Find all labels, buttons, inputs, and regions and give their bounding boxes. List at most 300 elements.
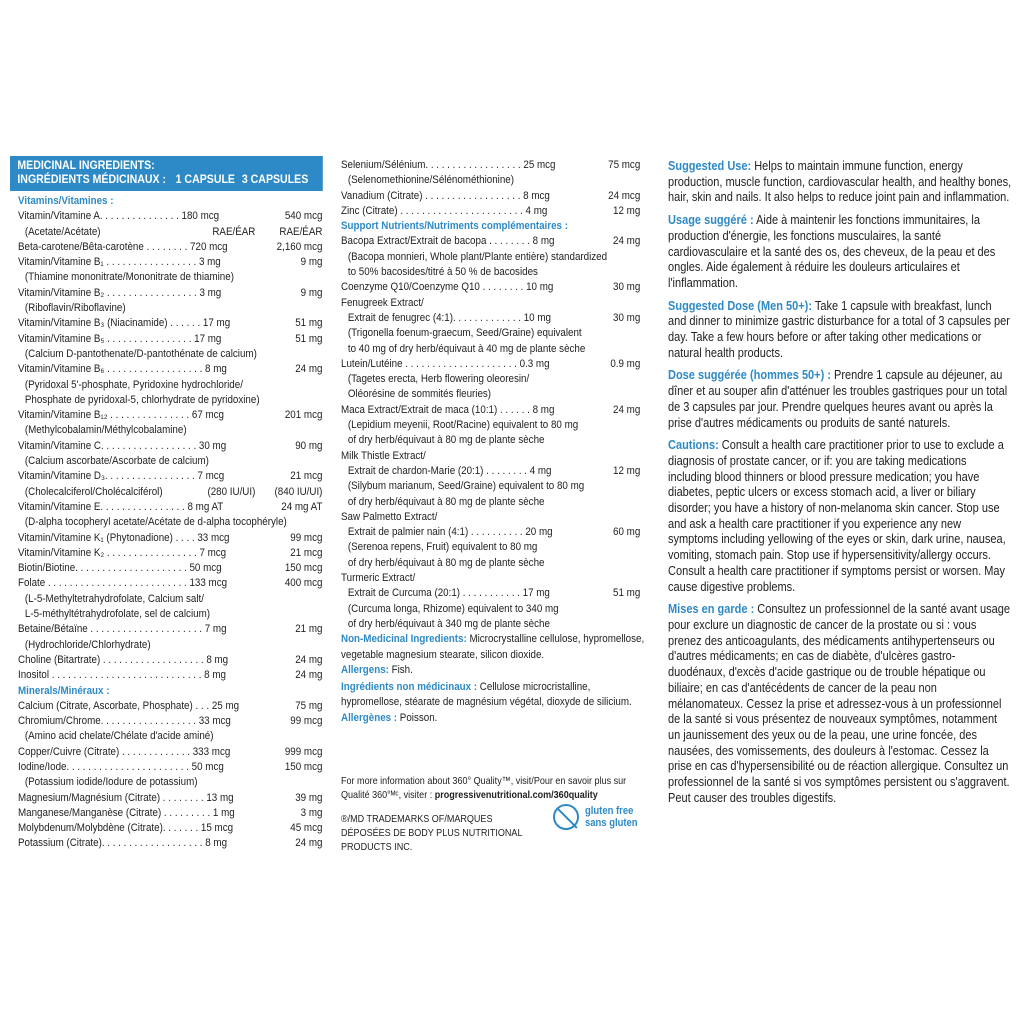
ingredient-row: [341, 372, 640, 387]
ingredient-unit: [226, 439, 273, 454]
ingredient-row: [18, 607, 322, 622]
ingredient-row: [341, 250, 640, 265]
ingredient-unit: [544, 433, 591, 448]
more-info: [341, 774, 651, 802]
ingredient-name: Vitamin/Vitamine B₃ (Niacinamide) . . . . . . 17 mg: [18, 317, 231, 330]
ingredient-row: [341, 525, 640, 540]
ingredient-unit: [554, 234, 596, 249]
ingredient-amount-3-capsules: [255, 638, 322, 653]
ingredient-name: (Serenoa repens, Fruit) equivalent to 80 mg: [347, 541, 538, 554]
ingredient-amount-3-capsules: [591, 556, 640, 571]
ingredient-unit: [513, 296, 575, 311]
ingredient-name: Lutein/Lutéine . . . . . . . . . . . . . . . . . . . . . 0.3 mg: [341, 357, 550, 370]
ingredient-unit: [544, 556, 591, 571]
ingredient-name: of dry herb/équivaut à 80 mg de plante sèche: [347, 495, 545, 508]
more-info-text: For more information about 360° Quality™, visit/Pour en savoir plus sur Qualité 360°ᴹᶜ, visiter :: [341, 774, 627, 801]
ingredient-name: Vitamin/Vitamine K₂ . . . . . . . . . . . . . . . . . 7 mcg: [18, 546, 227, 559]
ingredient-name: Calcium (Citrate, Ascorbate, Phosphate) . . . 25 mg: [18, 699, 240, 712]
ingredient-amount-3-capsules: 60 mg: [613, 526, 641, 539]
ingredient-name: Vitamin/Vitamine B₁ . . . . . . . . . . . . . . . . . 3 mg: [18, 256, 221, 269]
ingredient-unit: [538, 265, 588, 280]
ingredient-amount-3-capsules: RAE/ÉAR: [279, 225, 323, 238]
ingredient-row: [18, 836, 322, 851]
ingredient-name: Bacopa Extract/Extrait de bacopa . . . . . . . . 8 mg: [341, 235, 555, 248]
ingredient-amount-3-capsules: [289, 347, 323, 362]
ingredient-unit: [214, 729, 267, 744]
ingredient-row: [18, 393, 322, 408]
header-col1: 1 CAPSULE: [175, 174, 235, 186]
ingredient-unit: [550, 357, 594, 372]
ingredient-unit: [544, 495, 591, 510]
ingredient-name: of dry herb/équivaut à 340 mg de plante sèche: [347, 617, 550, 630]
ingredient-name: of dry herb/équivaut à 80 mg de plante sèche: [347, 556, 545, 569]
ingredient-unit: [224, 408, 272, 423]
ingredient-name: Beta-carotene/Bêta-carotène . . . . . . . . 720 mcg: [18, 240, 228, 253]
ingredient-row: [341, 540, 640, 555]
ingredient-amount-3-capsules: 30 mg: [613, 311, 641, 324]
ingredient-amount-3-capsules: 39 mg: [295, 791, 323, 804]
ingredient-amount-3-capsules: 21 mcg: [290, 470, 323, 483]
ingredient-unit: [547, 204, 592, 219]
ingredient-unit: [227, 622, 274, 637]
ingredient-amount-3-capsules: [258, 775, 322, 790]
ingredient-row: [341, 158, 640, 173]
allergens-fr: [341, 711, 645, 726]
ingredient-row: [341, 265, 640, 280]
ingredient-row: [341, 602, 640, 617]
ingredient-amount-3-capsules: 75 mcg: [608, 159, 641, 171]
ingredient-row: [18, 791, 322, 806]
ingredient-row: [341, 464, 640, 479]
ingredient-amount-3-capsules: [612, 342, 640, 357]
ingredient-row: [18, 592, 322, 607]
ingredient-name: (Methylcobalamin/Méthylcobalamine): [24, 424, 187, 437]
ingredient-amount-3-capsules: 24 mg: [295, 669, 323, 682]
ingredient-row: [341, 556, 640, 571]
ingredient-unit: [192, 301, 256, 316]
non-medicinal-label: Non-Medicinal Ingredients:: [341, 633, 467, 646]
non-medicinal-ingredients-fr: [341, 680, 645, 711]
ingredient-row: [18, 729, 322, 744]
ingredient-row: [18, 668, 322, 683]
ingredient-row: [18, 255, 322, 270]
direction-label: Mises en garde :: [668, 601, 755, 617]
ingredient-amount-3-capsules: [591, 495, 640, 510]
ingredient-amount-3-capsules: [594, 617, 640, 632]
ingredient-unit: [260, 393, 291, 408]
ingredient-amount-3-capsules: [611, 479, 640, 494]
ingredient-row: [341, 173, 640, 188]
ingredient-row: [18, 270, 322, 285]
ingredient-unit: [231, 714, 276, 729]
ingredient-name: (L-5-Methyltetrahydrofolate, Calcium salt/: [24, 592, 205, 605]
ingredient-amount-3-capsules: 90 mg: [295, 439, 323, 452]
ingredient-unit: [204, 592, 262, 607]
ingredient-name: (Curcuma longa, Rhizome) equivalent to 340 mg: [347, 602, 559, 615]
ingredient-row: [18, 485, 322, 500]
ingredient-row: [341, 234, 640, 249]
ingredient-amount-3-capsules: 24 mg: [613, 403, 641, 416]
ingredient-name: Copper/Cuivre (Citrate) . . . . . . . . . . . . . 333 mcg: [18, 745, 231, 758]
ingredient-amount-3-capsules: 51 mg: [295, 317, 323, 330]
ingredient-unit: [227, 362, 274, 377]
more-info-url[interactable]: progressivenutritional.com/360quality: [434, 788, 598, 801]
ingredient-unit: [221, 332, 270, 347]
ingredient-amount-3-capsules: [591, 433, 640, 448]
ingredient-name: (Trigonella foenum-graecum, Seed/Graine) equivalent: [347, 327, 582, 340]
ingredient-unit: [513, 510, 575, 525]
header-line2: [17, 173, 315, 187]
ingredient-amount-3-capsules: (840 IU/UI): [274, 485, 323, 498]
gluten-free-icon: [553, 804, 579, 830]
ingredient-name: (Pyridoxal 5'-phosphate, Pyridoxine hydrochloride/: [24, 378, 243, 391]
ingredient-amount-3-capsules: 12 mg: [613, 204, 641, 217]
ingredient-unit: [550, 189, 594, 204]
allergens: [341, 663, 645, 678]
ingredient-unit: [239, 699, 280, 714]
direction-paragraph: [668, 212, 1012, 291]
allergens-text-fr: Poisson.: [397, 711, 438, 724]
header-label: INGRÉDIENTS MÉDICINAUX :: [17, 174, 167, 186]
ingredient-unit: [192, 638, 256, 653]
direction-paragraph: [668, 158, 1012, 205]
ingredient-amount-3-capsules: 150 mcg: [284, 760, 323, 773]
ingredient-unit: [582, 326, 611, 341]
ingredient-name: Extrait de Curcuma (20:1) . . . . . . . . . . . 17 mg: [347, 587, 550, 600]
ingredient-amount-3-capsules: [583, 372, 640, 387]
ingredient-unit: [553, 280, 595, 295]
ingredient-name: (Bacopa monnieri, Whole plant/Plante entière) standardized: [347, 250, 608, 263]
ingredient-name: Vitamin/Vitamine C. . . . . . . . . . . . . . . . . . 30 mg: [18, 439, 227, 452]
ingredient-name: Betaine/Bétaïne . . . . . . . . . . . . . . . . . . . . . 7 mg: [18, 623, 227, 636]
ingredient-name: (D-alpha tocopheryl acetate/Acétate de d-alpha tocophéryle): [24, 516, 287, 529]
ingredient-amount-3-capsules: [587, 540, 640, 555]
ingredient-name: Inositol . . . . . . . . . . . . . . . . . . . . . . . . . . . . 8 mg: [18, 669, 226, 682]
ingredient-amount-3-capsules: 99 mcg: [290, 715, 323, 728]
ingredient-unit: [537, 540, 587, 555]
ingredient-unit: [556, 158, 597, 173]
ingredient-row: [18, 714, 322, 729]
ingredient-name: Manganese/Manganèse (Citrate) . . . . . . . . . 1 mg: [18, 806, 235, 819]
ingredient-amount-3-capsules: 3 mg: [300, 806, 323, 819]
ingredient-row: [341, 189, 640, 204]
direction-text: Take 1 capsule with breakfast, lunch and dinner to minimize gastric disturbance for a total of 3 capsules per day. Take a few hours before or after taking other medications or natural health products.: [668, 297, 1010, 360]
section-heading: Vitamins/Vitamines :: [18, 195, 114, 207]
gluten-free-en: gluten free: [585, 805, 634, 817]
ingredient-amount-3-capsules: [575, 449, 640, 464]
ingredient-name: Magnesium/Magnésium (Citrate) . . . . . . . . 13 mg: [18, 791, 234, 804]
direction-label: Suggested Dose (Men 50+):: [668, 297, 813, 313]
ingredient-name: Vitamin/Vitamine E. . . . . . . . . . . . . . . . 8 mg AT: [18, 500, 224, 513]
ingredient-row: [18, 576, 322, 591]
ingredient-row: [341, 495, 640, 510]
ingredient-row: [341, 357, 640, 372]
ingredient-amount-3-capsules: [277, 270, 322, 285]
ingredient-row: [341, 586, 640, 601]
ingredient-amount-3-capsules: 2,160 mcg: [276, 240, 323, 253]
ingredient-row: [18, 454, 322, 469]
ingredient-unit: [221, 255, 271, 270]
ingredient-name: Extrait de fenugrec (4:1). . . . . . . . . . . . . 10 mg: [347, 311, 551, 324]
ingredient-amount-3-capsules: 45 mcg: [290, 822, 323, 835]
ingredient-name: to 40 mg of dry herb/équivaut à 40 mg de plante sèche: [347, 342, 586, 355]
ingredient-row: [18, 531, 322, 546]
ingredient-row: [341, 617, 640, 632]
direction-paragraph: [668, 367, 1012, 430]
ingredient-row: [341, 433, 640, 448]
ingredient-row: [341, 449, 640, 464]
non-medicinal-label-fr: Ingrédients non médicinaux :: [341, 681, 478, 694]
ingredient-row: [18, 423, 322, 438]
ingredient-amount-3-capsules: 21 mcg: [290, 546, 323, 559]
ingredient-unit: [233, 821, 277, 836]
ingredient-unit: [234, 270, 277, 285]
ingredient-row: [18, 561, 322, 576]
ingredient-unit: [228, 240, 274, 255]
ingredient-unit: [226, 546, 273, 561]
ingredient-name: (Selenomethionine/Sélénométhionine): [347, 174, 514, 187]
ingredient-unit: [234, 791, 277, 806]
ingredient-name: L-5-méthyltétrahydrofolate, sel de calcium): [24, 608, 210, 621]
ingredient-amount-3-capsules: 0.9 mg: [610, 357, 641, 370]
allergens-label: Allergens:: [341, 663, 389, 676]
ingredient-unit: [550, 617, 594, 632]
ingredient-name: Folate . . . . . . . . . . . . . . . . . . . . . . . . . . 133 mcg: [18, 577, 228, 590]
ingredient-row: [18, 653, 322, 668]
ingredient-row: [18, 316, 322, 331]
direction-text: Consultez un professionnel de la santé avant usage pour exclure un diagnostic de cancer de la prostate ou si : vous prenez des anticoagulants, des médicaments antihypertenseurs ou d'autres médicaments; en cas de diabète, d'ulcères gastro-duodénaux, d'excès d'acide gastrique ou de trouble hépatique ou biliaire; en cas d'antécédents de cancer de la peau non mélanomateux. Cessez la prise et adressez-vous à un professionnel de la santé si vous présentez de nouveaux symptômes, notamment un jaunissement des yeux ou de la peau, une urine foncée, des nausées, des vomissements, des douleurs à l'estomac. Cessez la prise en cas d'hypersensibilité ou de réaction allergique. Consultez un professionnel de la santé si vos symptômes persistent ou s'aggravent. Peut causer des troubles digestifs.: [668, 601, 1010, 805]
ingredient-row: [341, 571, 640, 586]
ingredient-unit: [559, 602, 599, 617]
ingredient-unit: [553, 525, 596, 540]
ingredient-unit: [584, 479, 611, 494]
ingredient-amount-3-capsules: 150 mcg: [284, 562, 323, 575]
gluten-free-fr: sans gluten: [585, 817, 638, 829]
ingredient-unit: [585, 342, 612, 357]
ingredients-list: [10, 194, 331, 852]
ingredient-name: Choline (Bitartrate) . . . . . . . . . . . . . . . . . . . 8 mg: [18, 653, 229, 666]
ingredient-amount-3-capsules: [608, 418, 640, 433]
section-heading: Minerals/Minéraux :: [18, 684, 110, 697]
ingredient-unit: [209, 454, 264, 469]
non-medicinal-text-fr: Cellulose microcristalline, hypromellose, stéarate de magnésium végétal, dioxyde de silicium.: [341, 681, 632, 709]
ingredient-unit: [224, 469, 272, 484]
ingredient-unit: [224, 760, 272, 775]
ingredient-amount-3-capsules: 24 mg AT: [281, 500, 323, 513]
ingredient-unit: [210, 607, 265, 622]
ingredient-name: Turmeric Extract/: [341, 572, 416, 585]
ingredient-amount-3-capsules: [255, 301, 322, 316]
ingredient-amount-3-capsules: 999 mcg: [284, 745, 323, 758]
ingredient-amount-3-capsules: [304, 515, 322, 530]
ingredient-unit: [192, 423, 256, 438]
ingredient-name: Selenium/Sélénium. . . . . . . . . . . . . . . . . . 25 mcg: [341, 159, 556, 171]
ingredient-name: (Calcium D-pantothenate/D-pantothénate de calcium): [24, 347, 257, 360]
ingredient-name: Vitamin/Vitamine B₆ . . . . . . . . . . . . . . . . . . 8 mg: [18, 363, 227, 376]
direction-paragraph: [668, 298, 1012, 361]
ingredient-row: [18, 362, 322, 377]
ingredient-name: Fenugreek Extract/: [341, 296, 424, 309]
ingredient-name: Phosphate de pyridoxal-5, chlorhydrate de pyridoxine): [24, 393, 260, 406]
ingredient-unit: [287, 515, 304, 530]
ingredient-name: Biotin/Biotine. . . . . . . . . . . . . . . . . . . . . 50 mcg: [18, 562, 222, 575]
ingredient-row: [341, 204, 640, 219]
ingredient-amount-3-capsules: [255, 423, 322, 438]
ingredient-unit: [578, 418, 608, 433]
direction-text: Helps to maintain immune function, energy production, muscle function, cardiovascular health, and healthy bones, hair, skin and nails. It also helps to reduce joint pain and inflammation.: [668, 158, 1012, 205]
directions-panel: [668, 158, 1013, 812]
ingredient-row: [341, 326, 640, 341]
ingredient-amount-3-capsules: 9 mg: [300, 256, 323, 269]
ingredient-row: [18, 515, 322, 530]
ingredient-row: [341, 479, 640, 494]
ingredient-amount-3-capsules: 24 mg: [295, 653, 323, 666]
ingredient-name: Potassium (Citrate). . . . . . . . . . . . . . . . . . . 8 mg: [18, 837, 228, 850]
direction-label: Usage suggéré :: [668, 212, 754, 228]
ingredient-unit: [226, 668, 273, 683]
ingredient-unit: [227, 576, 273, 591]
ingredient-name: Vitamin/Vitamine B₁₂ . . . . . . . . . . . . . . . 67 mcg: [18, 409, 225, 422]
ingredient-row: [18, 286, 322, 301]
ingredient-row: [18, 408, 322, 423]
ingredient-amount-3-capsules: [610, 326, 640, 341]
ingredient-row: [18, 622, 322, 637]
ingredient-amount-3-capsules: 24 mcg: [608, 189, 641, 202]
ingredient-amount-3-capsules: 24 mg: [295, 837, 323, 850]
ingredient-amount-3-capsules: 9 mg: [300, 286, 323, 299]
ingredient-row: [18, 347, 322, 362]
ingredient-unit: [551, 464, 594, 479]
direction-label: Cautions:: [668, 437, 719, 453]
ingredient-amount-3-capsules: 12 mg: [613, 464, 641, 477]
ingredient-unit: [221, 286, 270, 301]
ingredient-unit: [229, 531, 274, 546]
ingredients-header: [10, 156, 323, 191]
ingredient-unit: [235, 806, 278, 821]
ingredient-unit: [554, 403, 596, 418]
ingredient-name: (Silybum marianum, Seed/Graine) equivalent to 80 mg: [347, 480, 585, 493]
ingredient-row: [341, 311, 640, 326]
ingredient-name: (Calcium ascorbate/Ascorbate de calcium): [24, 455, 209, 468]
ingredient-amount-3-capsules: [588, 265, 641, 280]
ingredient-amount-3-capsules: [575, 510, 640, 525]
ingredient-name: (Lepidium meyenii, Root/Racine) equivalent to 80 mg: [347, 419, 579, 432]
ingredient-unit: [513, 387, 575, 402]
ingredient-name: (Tagetes erecta, Herb flowering oleoresin/: [347, 373, 530, 386]
ingredient-amount-3-capsules: 51 mg: [613, 587, 641, 600]
ingredient-unit: [219, 209, 269, 224]
ingredient-name: (Potassium iodide/Iodure de potassium): [24, 776, 198, 789]
ingredient-unit: [223, 500, 271, 515]
direction-paragraph: [668, 601, 1012, 805]
ingredient-unit: [222, 561, 271, 576]
allergens-text: Fish.: [388, 663, 413, 676]
ingredient-row: [18, 439, 322, 454]
ingredient-amount-3-capsules: 540 mcg: [284, 210, 323, 223]
ingredient-amount-3-capsules: 201 mcg: [284, 409, 323, 422]
ingredient-name: (Cholecalciferol/Cholécalciférol): [24, 485, 163, 498]
allergens-label-fr: Allergènes :: [341, 711, 398, 724]
ingredient-row: [18, 760, 322, 775]
ingredient-amount-3-capsules: [575, 571, 640, 586]
ingredient-row: [18, 240, 322, 255]
supplementary-ingredients-panel: [341, 158, 645, 854]
ingredient-row: [341, 403, 640, 418]
ingredient-amount-3-capsules: [282, 378, 323, 393]
ingredient-unit: [607, 250, 623, 265]
ingredient-amount-3-capsules: 30 mg: [613, 281, 641, 294]
ingredient-row: [341, 280, 640, 295]
ingredient-row: [18, 806, 322, 821]
ingredient-unit: [514, 173, 575, 188]
ingredient-name: to 50% bacosides/titré à 50 % de bacosides: [347, 266, 538, 279]
ingredient-unit: [230, 316, 275, 331]
ingredient-row: [341, 342, 640, 357]
ingredient-row: [18, 225, 322, 240]
ingredient-row: [18, 469, 322, 484]
gluten-free-badge: [553, 804, 646, 830]
ingredient-name: Coenzyme Q10/Coenzyme Q10 . . . . . . . . 10 mg: [341, 281, 554, 294]
ingredient-amount-3-capsules: 24 mg: [295, 363, 323, 376]
ingredient-unit: RAE/ÉAR: [212, 225, 256, 238]
ingredient-amount-3-capsules: 75 mg: [295, 699, 323, 712]
non-medicinal-ingredients: [341, 632, 645, 663]
ingredient-name: Oléorésine de sommités fleuries): [347, 388, 492, 401]
ingredient-amount-3-capsules: 21 mg: [295, 623, 323, 636]
ingredient-name: Vitamin/Vitamine B₅ . . . . . . . . . . . . . . . . 17 mg: [18, 332, 222, 345]
ingredient-amount-3-capsules: [575, 296, 640, 311]
ingredient-unit: [513, 449, 575, 464]
ingredient-row: [18, 638, 322, 653]
trademark-notice: ®/MD TRADEMARKS OF/MARQUES DÉPOSÉES DE BODY PLUS NUTRITIONAL PRODUCTS INC.: [341, 812, 523, 853]
ingredient-name: Vitamin/Vitamine K₁ (Phytonadione) . . . . 33 mcg: [18, 531, 230, 544]
ingredient-amount-3-capsules: [623, 250, 640, 265]
ingredient-row: [18, 699, 322, 714]
ingredient-name: (Acetate/Acétate): [24, 225, 101, 238]
ingredient-amount-3-capsules: [575, 387, 640, 402]
direction-text: Consult a health care practitioner prior to use to exclude a diagnosis of prostate cancer, or if: you are taking medications including blood thinners or blood pressure medication; you have diabetes, peptic ulcers or excess stomach acid, a liver or biliary disorder; you have a history of non-melanoma skin cancer. Stop use and ask a health care practitioner if you experience any new symptoms including yellowing of the eyes or skin, dark urine, nausea, vomiting, stomach pain. Stop use if hypersensitivity/allergy occurs. Consult a health care practitioner if symptoms persist or worsen. May cause digestive problems.: [668, 437, 1006, 594]
ingredient-name: Vitamin/Vitamine D₃. . . . . . . . . . . . . . . . . 7 mcg: [18, 470, 225, 483]
ingredient-amount-3-capsules: 400 mcg: [284, 577, 323, 590]
ingredient-name: Iodine/Iode. . . . . . . . . . . . . . . . . . . . . . . 50 mcg: [18, 760, 224, 773]
ingredient-row: [18, 546, 322, 561]
ingredient-name: (Thiamine mononitrate/Mononitrate de thiamine): [24, 271, 234, 284]
ingredient-name: (Amino acid chelate/Chélate d'acide aminé): [24, 730, 214, 743]
gluten-free-text: [585, 805, 638, 829]
ingredient-amount-3-capsules: [598, 602, 640, 617]
ingredient-name: Vitamin/Vitamine A. . . . . . . . . . . . . . . 180 mcg: [18, 210, 220, 223]
ingredient-amount-3-capsules: 51 mg: [295, 332, 323, 345]
ingredient-unit: [551, 311, 594, 326]
ingredient-row: [18, 378, 322, 393]
ingredient-name: Extrait de palmier nain (4:1) . . . . . . . . . . 20 mg: [347, 526, 553, 539]
direction-text: Prendre 1 capsule au déjeuner, au dîner et au souper afin d'atténuer les troubles gastriques pour un total de 3 capsules par jour. Prendre quelques heures avant ou après la prise d'autres médicaments ou produits de santé naturels.: [668, 367, 1008, 430]
ingredient-name: Vitamin/Vitamine B₂ . . . . . . . . . . . . . . . . . 3 mg: [18, 286, 222, 299]
direction-label: Suggested Use:: [668, 158, 752, 173]
direction-paragraph: [668, 437, 1012, 594]
ingredients-list-continued: [341, 158, 641, 632]
ingredient-name: (Hydrochloride/Chlorhydrate): [24, 638, 151, 651]
ingredient-row: [341, 510, 640, 525]
header-col2: 3 CAPSULES: [241, 174, 309, 186]
ingredient-unit: [529, 372, 583, 387]
ingredient-unit: [230, 745, 275, 760]
ingredient-row: [18, 821, 322, 836]
ingredient-amount-3-capsules: [575, 173, 640, 188]
ingredient-name: Chromium/Chrome. . . . . . . . . . . . . . . . . . 33 mcg: [18, 715, 231, 728]
ingredient-row: [18, 775, 322, 790]
ingredient-name: Milk Thistle Extract/: [341, 449, 426, 462]
